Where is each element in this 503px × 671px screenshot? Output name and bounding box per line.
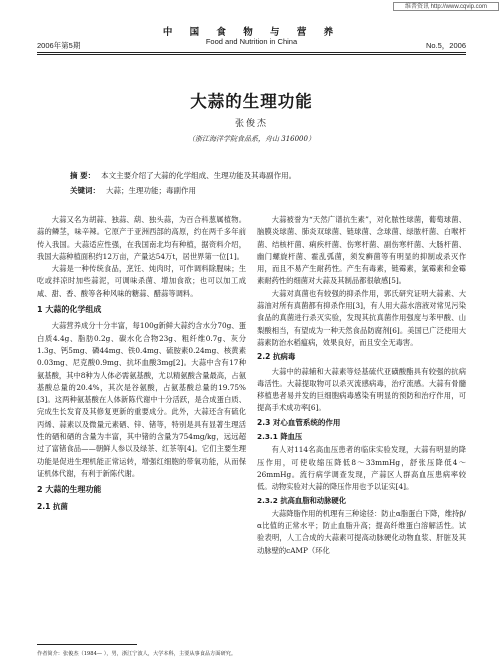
author: 张俊杰 bbox=[234, 119, 268, 129]
section-heading: 2.3.1 降血压 bbox=[257, 432, 303, 442]
paragraph: 大蒜被誉为“天然广谱抗生素”，对化脓性球菌，葡萄球菌、脑膜炎球菌、肺炎双球菌、链球菌、念球菌、绿脓杆菌、白喉杆菌、结核杆菌、痢疾杆菌、伤寒杆菌、副伤寒杆菌、大肠杆菌、幽门螺旋杆菌、霍乱弧菌，须发癣菌等有明显的抑制或杀灭作用，而且不易产生耐药性。产生有毒素，链霉素，氯霉素和金霉素耐药性的细菌对大蒜及其制品都很敏感[5]。 bbox=[257, 215, 466, 286]
paragraph: 大蒜降脂作用的机理有三种途径：防止α脂蛋白下降，维持β/α比值的正常水平；防止血脂升高；提高纤维蛋白溶解活性。试验表明，人工合成的大蒜素可提高动脉硬化动物血浆、肝脏及其动脉壁的cAMP（环化 bbox=[257, 508, 466, 555]
keywords-text: 大蒜；生理功能；毒副作用 bbox=[106, 186, 196, 195]
section-heading: 1 大蒜的化学组成 bbox=[37, 305, 102, 315]
section-heading: 2.1 抗菌 bbox=[37, 501, 68, 511]
section-heading: 2.3.2 抗高血脂和动脉硬化 bbox=[257, 495, 346, 505]
paragraph: 大蒜是一种传统食品，烹饪、炖肉时，可作调料除腥味；生吃或拌凉时加些蒜泥，可调味杀菌、增加食欲；也可以加工成咸、甜、香、酸等各种风味的糖蒜、醋蒜等调料。 bbox=[37, 264, 246, 298]
header-rule-double bbox=[37, 54, 466, 55]
left-column bbox=[37, 214, 246, 515]
section-heading: 2.2 抗病毒 bbox=[257, 352, 296, 362]
paragraph: 大蒜中的蒜辅和大蒜素等烃基硫代亚磺酸酯具有较强的抗病毒活性。大蒜提取物可以杀灭流感病毒，治疗流感。大蒜有骨髓移植患者易并发的巨细胞病毒感染有明显的预防和治疗作用，可提高手术成功率[6]。 bbox=[257, 366, 466, 413]
section-heading: 2.3 对心血管系统的作用 bbox=[257, 417, 341, 427]
paragraph: 大蒜营养成分十分丰富，每100g新鲜大蒜约含水分70g、蛋白质4.4g、脂肪0.2g、碳水化合物23g、粗纤维0.7g、灰分1.3g、钙5mg、磷44mg、铁0.4mg、硫胺素0.24mg、核黄素0.03mg、尼克酸0.9mg、抗坏血酸3mg[2]。大蒜中含有17种氨基酸，其中8种为人体必需氨基酸，尤以精氨酸含量最高，占氨基酸总量的20.4%，其次是谷氨酸，占氨基酸总量的19.75%[3]。这两种氨基酸在人体新陈代谢中十分活跃，是合成蛋白质、完成生长发育及其修复更新的重要成分。此外，大蒜还含有硫化丙烯、蒜素以及微量元素硒、锌、锗等，特别是具有显著生理活性的硒和硒的含量为丰富，其中锗的含量为754mg/kg，远远超过了富锗食品——朝鲜人参以及绿茶、红茶等[4]。它们主要生理功能是促进生理机能正常运转，增强红细胞的带氧功能，从而保证机体代谢，有利于新陈代谢。 bbox=[37, 321, 246, 478]
author-footnote: 作者简介：张俊杰（1984— ），男，浙江宁波人，大学本科，主要从事食品方面研究。 bbox=[37, 651, 237, 657]
journal-title-english: Food and Nutrition in China bbox=[205, 37, 298, 46]
paragraph: 有人对114名高血压患者的临床实验发现，大蒜有明显的降压作用，可使收缩压降低8～33mmHg，舒张压降低4～26mmHg。流行病学调查发现，产蒜区人群高血压患病率较低。动物实验对大蒜的降压作用也予以证实[4]。 bbox=[257, 445, 466, 492]
abstract-text: 本文主要介绍了大蒜的化学组成、生理功能及其毒副作用。 bbox=[101, 171, 297, 180]
keywords-label: 关键词： bbox=[70, 186, 100, 195]
abstract bbox=[70, 170, 296, 181]
footnote-rule bbox=[37, 644, 137, 645]
abstract-label: 摘 要： bbox=[70, 171, 96, 180]
paragraph: 大蒜又名为胡蒜、独蒜、葫、独头蒜，为百合科葱属植物。蒜的鳞茎，味辛辣。它原产于亚洲西部的高原，约在两千多年前传入我国。大蒜适应性强，在我国南北均有种植，据资料介绍，我国大蒜种植面积约12万亩，产量达54万t，居世界第一位[1]。 bbox=[37, 215, 246, 261]
issue-right: No.5，2006 bbox=[425, 41, 466, 50]
right-column bbox=[257, 214, 466, 557]
paragraph: 大蒜对真菌也有较强的抑杀作用，郭氏研究证明大蒜素、大蒜油对所有真菌都有抑杀作用[3]，有人用大蒜水溶液对常见污染食品的真菌进行杀灭实验，发现其抗真菌作用强度与苯甲酸、山梨酸相当，有望成为一种天然食品防腐剂[6]。美国已广泛使用大蒜素防治水稻瘟病，效果良好，而且安全无毒害。 bbox=[257, 288, 466, 347]
header-rule bbox=[37, 52, 466, 53]
keywords bbox=[70, 185, 196, 196]
watermark-stamp: 维普资讯 http://www.cqvip.com bbox=[393, 2, 499, 11]
section-heading: 2 大蒜的生理功能 bbox=[37, 485, 102, 495]
issue-left: 2006年第5期 bbox=[37, 41, 81, 50]
journal-title: 中 国 食 物 与 营 养 bbox=[162, 27, 341, 38]
article-title: 大蒜的生理功能 bbox=[190, 92, 313, 111]
affiliation: （浙江海洋学院食品系，舟山 316000） bbox=[188, 135, 315, 143]
